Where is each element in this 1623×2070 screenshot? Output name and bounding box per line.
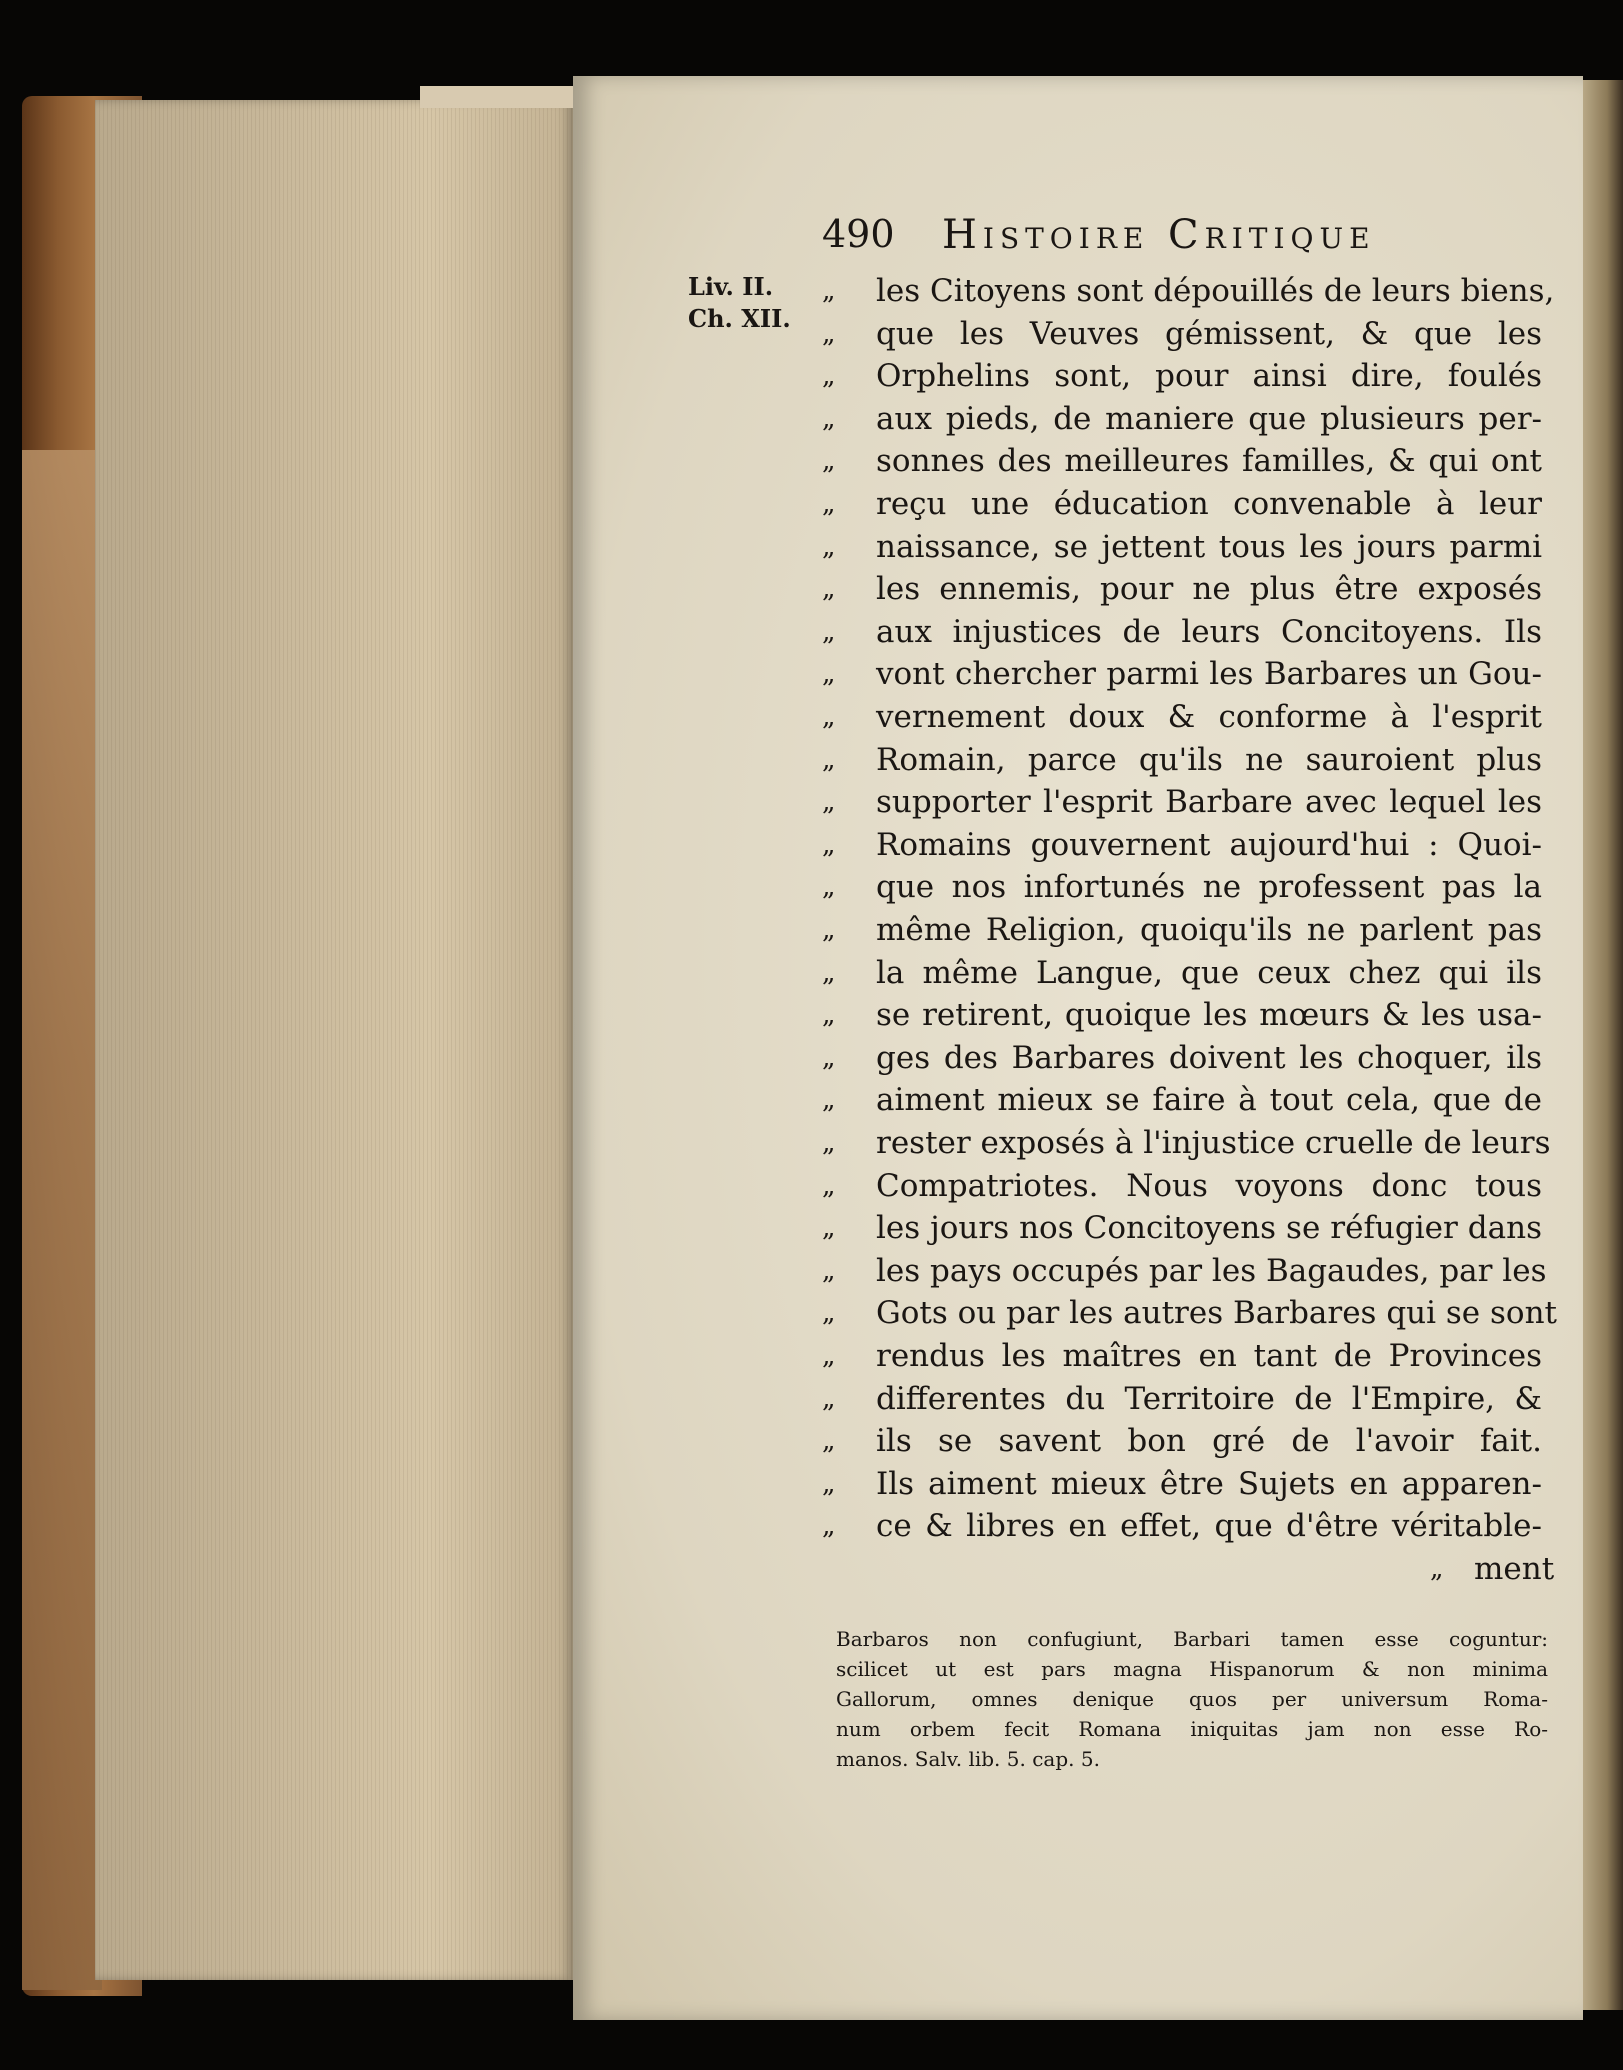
line-text: vernement doux & conforme à l'esprit [876, 699, 1542, 735]
quote-mark: „ [822, 531, 834, 562]
page-right-edge [1583, 80, 1623, 2010]
margin-note-book: Liv. II. [688, 272, 774, 301]
footnote-line: manos. Salv. lib. 5. cap. 5. [836, 1747, 1100, 1771]
line-text: rester exposés à l'injustice cruelle de leurs [876, 1125, 1551, 1161]
quote-mark: „ [822, 1511, 834, 1542]
line-text: les jours nos Concitoyens se réfugier dans [876, 1210, 1542, 1247]
text-line [822, 568, 1542, 610]
line-text: les Citoyens sont dépouillés de leurs biens, [876, 273, 1555, 309]
page-edges-top [420, 86, 580, 108]
quote-mark: „ [1430, 1554, 1442, 1584]
line-text: la même Langue, que ceux chez qui ils [876, 954, 1542, 991]
footnote-line: Gallorum, omnes denique quos per universum Roma- [836, 1687, 1548, 1711]
quote-mark: „ [822, 1042, 834, 1073]
quote-mark: „ [822, 1468, 834, 1499]
page-edges [95, 100, 573, 1980]
line-text: ils se savent bon gré de l'avoir fait. [876, 1423, 1542, 1460]
text-line [822, 611, 1542, 653]
quote-mark: „ [822, 1170, 834, 1201]
quote-mark: „ [822, 1426, 834, 1457]
quote-mark: „ [822, 276, 834, 306]
quote-mark: „ [822, 1383, 834, 1414]
quote-mark: „ [822, 1085, 834, 1116]
line-text: aux injustices de leurs Concitoyens. Ils [876, 613, 1542, 650]
text-line [822, 1250, 1547, 1292]
text-line [822, 739, 1542, 781]
quote-mark: „ [822, 915, 834, 945]
quote-mark: „ [822, 1213, 834, 1244]
text-line [822, 1122, 1551, 1164]
text-line [822, 1292, 1558, 1334]
text-line [822, 909, 1542, 951]
quote-mark: „ [822, 489, 834, 519]
line-text: vont chercher parmi les Barbares un Gou- [876, 656, 1542, 693]
footnote-line: scilicet ut est pars magna Hispanorum & non minima [836, 1657, 1548, 1681]
cover-flap [22, 450, 102, 1990]
text-line [822, 440, 1542, 482]
running-title: Histoire Critique [942, 212, 1376, 258]
line-text: ges des Barbares doivent les choquer, ils [876, 1039, 1542, 1076]
line-text: differentes du Territoire de l'Empire, & [876, 1380, 1542, 1417]
text-line [822, 398, 1542, 440]
quote-mark: „ [822, 318, 834, 349]
running-header [822, 212, 1542, 262]
text-line [822, 526, 1542, 568]
quote-mark: „ [822, 446, 834, 477]
text-line [822, 952, 1542, 994]
line-text: que les Veuves gémissent, & que les [876, 315, 1542, 352]
line-text: supporter l'esprit Barbare avec lequel les [876, 784, 1542, 821]
text-line [822, 1079, 1542, 1121]
footnote-line: num orbem fecit Romana iniquitas jam non esse Ro- [836, 1717, 1548, 1741]
text-line [822, 1378, 1542, 1420]
text-line [822, 1037, 1542, 1079]
quote-mark: „ [822, 1341, 834, 1371]
line-text: ce & libres en effet, que d'être véritable- [876, 1508, 1542, 1545]
line-text: que nos infortunés ne professent pas la [876, 869, 1542, 906]
page-number: 490 [822, 212, 895, 256]
line-text: sonnes des meilleures familles, & qui ont [876, 443, 1542, 480]
line-text: Romain, parce qu'ils ne sauroient plus [876, 741, 1542, 778]
text-line [822, 866, 1542, 908]
text-line [822, 781, 1542, 823]
text-line [822, 824, 1542, 866]
margin-note-chapter: Ch. XII. [688, 304, 791, 333]
quote-mark: „ [822, 616, 834, 647]
line-text: se retirent, quoique les mœurs & les usa- [876, 997, 1542, 1034]
footnote-line: Barbaros non confugiunt, Barbari tamen esse coguntur: [836, 1627, 1548, 1651]
line-text: Gots ou par les autres Barbares qui se sont [876, 1295, 1558, 1332]
quote-mark: „ [822, 1255, 834, 1286]
quote-mark: „ [822, 702, 834, 732]
text-line [822, 653, 1542, 695]
quote-mark: „ [822, 957, 834, 988]
quote-mark: „ [822, 829, 834, 860]
text-line [822, 270, 1555, 312]
line-text: Compatriotes. Nous voyons donc tous [876, 1167, 1542, 1204]
quote-mark: „ [822, 574, 834, 605]
line-text: les pays occupés par les Bagaudes, par les [876, 1252, 1547, 1289]
quote-mark: „ [822, 744, 834, 775]
quote-mark: „ [822, 872, 834, 903]
quote-mark: „ [822, 787, 834, 818]
text-line [1430, 1548, 1555, 1590]
text-line [822, 1207, 1542, 1249]
text-line [822, 355, 1542, 397]
line-text: Romains gouvernent aujourd'hui : Quoi- [876, 826, 1542, 863]
text-line [822, 483, 1542, 525]
line-text: naissance, se jettent tous les jours parmi [876, 528, 1542, 565]
line-text: même Religion, quoiqu'ils ne parlent pas [876, 912, 1542, 948]
text-line [822, 1165, 1542, 1207]
text-line [822, 1420, 1542, 1462]
quote-mark: „ [822, 1298, 834, 1329]
text-line [822, 1505, 1542, 1547]
line-text: ment [1474, 1551, 1555, 1587]
text-line [822, 1463, 1542, 1505]
text-line [822, 994, 1542, 1036]
quote-mark: „ [822, 403, 834, 434]
line-text: aux pieds, de maniere que plusieurs per- [876, 400, 1542, 437]
line-text: rendus les maîtres en tant de Provinces [876, 1338, 1542, 1374]
text-line [822, 1335, 1542, 1377]
line-text: aiment mieux se faire à tout cela, que de [876, 1082, 1542, 1119]
quote-mark: „ [822, 1000, 834, 1031]
line-text: les ennemis, pour ne plus être exposés [876, 571, 1542, 608]
line-text: Ils aiment mieux être Sujets en apparen- [876, 1465, 1542, 1502]
line-text: reçu une éducation convenable à leur [876, 486, 1542, 522]
quote-mark: „ [822, 361, 834, 392]
line-text: Orphelins sont, pour ainsi dire, foulés [876, 358, 1542, 395]
quote-mark: „ [822, 1128, 834, 1158]
text-line [822, 696, 1542, 738]
text-line [822, 313, 1542, 355]
quote-mark: „ [822, 659, 834, 690]
